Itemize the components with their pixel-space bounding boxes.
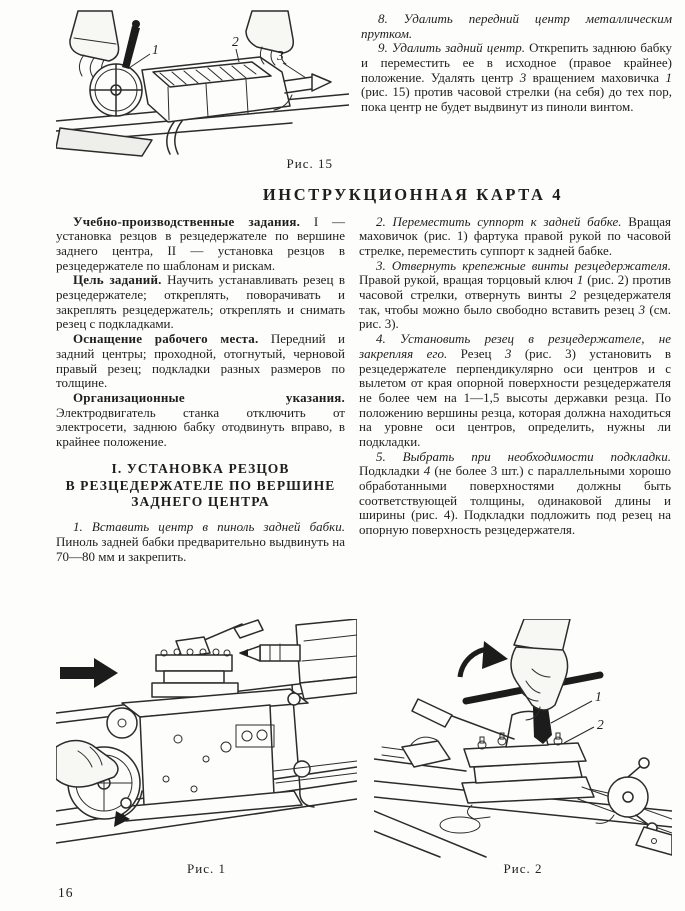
carriage [107,689,308,821]
fig1-illustration [56,619,357,859]
fig15-illustration [56,10,349,158]
section-heading-line-1: I. УСТАНОВКА РЕЗЦОВ [111,460,290,476]
toolpost [152,620,263,697]
right-hand [511,619,570,720]
fig2-callout-2: 2 [597,716,604,732]
toolpost-lever [444,713,514,739]
figure-15-tailstock [56,10,349,172]
body-columns [56,215,672,615]
fig2-callout-1: 1 [595,688,602,704]
paragraph-step-9: 9. Удалить задний центр. Открепить заднюю бабку и переместить ее в исходное (правое крайнее) положение. Удалять центр 3 вращением маховичка 1 (рис. 15) против часовой стрелки (на себя) до тех пор, пока центр не будет выдвинут из пиноли винтом. [361,40,672,115]
bottom-figures [56,619,672,877]
page-title: ИНСТРУКЦИОННАЯ КАРТА 4 [262,185,564,204]
fig15-callout-1: 1 [152,42,159,57]
right-hand [246,11,293,65]
top-section [56,10,672,172]
figure-1-carriage [56,619,357,877]
fig15-callout-3: 3 [277,48,284,63]
paragraph-step-2: 2. Переместить суппорт к задней бабке. Вращая маховичок (рис. 1) фартука правой рукой по часовой стрелке, переместить суппорт к задней бабке. [359,214,672,259]
cross-feed-handwheel [578,758,672,855]
fig2-caption: Рис. 2 [503,860,543,876]
intro-paragraphs [361,10,672,172]
paragraph-step-5: 5. Выбрать при необходимости подкладки. Подкладки 4 (не более 3 шт.) с параллельными хорошо обработанными поверхностями должны быть соответствующей толщины, одинаковой длины и ширины (рис. 4). Подкладки подложить под резец на опорную поверхность резцедержателя. [359,448,671,538]
paragraph-training-tasks: Учебно-производственные задания. I — установка резцов в резцедержателе по вершине заднего центра, II — установка резцов в резцедержателе по шаблонам и рискам. [56,214,345,273]
left-column [56,215,345,615]
direction-arrow-icon [60,658,118,688]
figure-2-toolpost-wrench [374,619,672,877]
fig1-caption: Рис. 1 [187,860,226,876]
page-number: 16 [58,885,74,901]
paragraph-step-3: 3. Отвернуть крепежные винты резцедержателя. Правой рукой, вращая торцовый ключ 1 (рис. 2) против часовой стрелки, отвернуть винты 2 резцедержателя так, чтобы можно было свободно вставить резец 3 (см. рис. 3). [359,257,671,332]
fig2-illustration [374,619,672,859]
paragraph-workplace-equipment: Оснащение рабочего места. Передний и задний центры; проходной, отогнутый, черновой правый резец; подкладки разных размеров по толщине. [56,331,346,391]
fig2-callouts [551,689,604,743]
paragraph-goal: Цель заданий. Научить устанавливать резец в резцедержателе; откреплять, поворачивать и закреплять резцедержатель; откреплять и снимать резец с подкладками. [56,272,345,332]
right-column [359,215,671,615]
section-heading-line-3: ЗАДНЕГО ЦЕНТРА [131,494,270,510]
fig15-caption: Рис. 15 [286,156,333,172]
cross-slide-handle [107,708,137,738]
section-heading-line-2: В РЕЗЦЕДЕРЖАТЕЛЕ ПО ВЕРШИНЕ [65,477,336,493]
section-heading [58,461,343,512]
power-cable [167,121,182,154]
fig15-callout-2: 2 [232,34,239,49]
paragraph-step-4: 4. Установить резец в резцедержателе, не закрепляя его. Резец 3 (рис. 3) установить в резцедержателе перпендикулярно оси центров и с вылетом от края опорной поверхности резцедержателя не более чем на 1—1,5 высоты державки резца. По положению вершины резца, которая должна находиться на уровне оси центров, определить, нужны ли подкладки. [359,331,671,449]
paragraph-step-1: 1. Вставить центр в пиноль задней бабки. Пиноль задней бабки предварительно выдвинуть на 70—80 мм и закрепить. [56,519,345,564]
paragraph-step-8: 8. Удалить передний центр металлическим прутком. [361,11,672,41]
rotation-arrow-icon [460,641,508,677]
paragraph-organizational-notes: Организационные указания. Электродвигатель станка отключить от электросети, заднюю бабку отодвинуть вправо, в крайнее положение. [56,389,345,449]
